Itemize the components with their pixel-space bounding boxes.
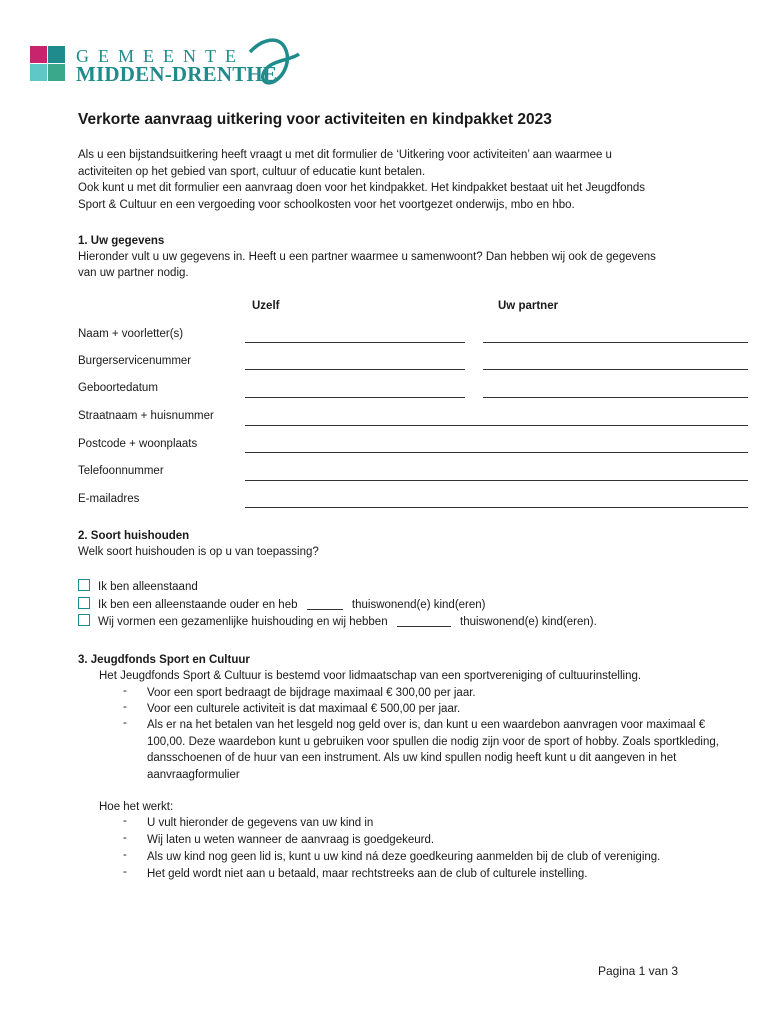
bullet-cultuur: Voor een culturele activiteit is dat maximaal € 500,00 per jaar. bbox=[147, 703, 461, 715]
logo-square-teal bbox=[48, 46, 65, 63]
logo-swirl-icon bbox=[245, 30, 305, 90]
section2-heading: 2. Soort huishouden bbox=[78, 530, 190, 542]
section1-text-line-1: Hieronder vult u uw gegevens in. Heeft u een partner waarmee u samenwoont? Dan hebben wij ook de gegevens bbox=[78, 251, 656, 263]
label-geboortedatum: Geboortedatum bbox=[78, 382, 158, 394]
how-item-2: Wij laten u weten wanneer de aanvraag is goedgekeurd. bbox=[147, 834, 435, 846]
label-postcode: Postcode + woonplaats bbox=[78, 438, 198, 450]
option-alleenstaand-label: Ik ben alleenstaand bbox=[98, 581, 198, 593]
section1-heading: 1. Uw gegevens bbox=[78, 235, 165, 247]
input-telefoon[interactable] bbox=[245, 480, 748, 481]
bullet-dash: - bbox=[123, 701, 127, 713]
option-gezamenlijk[interactable] bbox=[78, 614, 597, 628]
option-alleenstaand[interactable] bbox=[78, 579, 198, 593]
intro-line-2: activiteiten op het gebied van sport, cultuur of educatie kunt betalen. bbox=[78, 166, 426, 178]
input-straatnaam[interactable] bbox=[245, 425, 748, 426]
option-gezamenlijk-label: Wij vormen een gezamenlijke huishouding en wij hebben bbox=[98, 616, 388, 628]
input-geboortedatum-partner[interactable] bbox=[483, 397, 748, 398]
column-header-partner: Uw partner bbox=[498, 300, 559, 312]
input-postcode[interactable] bbox=[245, 452, 748, 453]
checkbox-gezamenlijk[interactable] bbox=[78, 614, 90, 626]
bullet-dash: - bbox=[123, 832, 127, 844]
checkbox-alleenstaande-ouder[interactable] bbox=[78, 597, 90, 609]
input-naam-partner[interactable] bbox=[483, 342, 748, 343]
logo-square-green bbox=[48, 64, 65, 81]
option-alleenstaande-ouder[interactable] bbox=[78, 597, 486, 611]
page-title: Verkorte aanvraag uitkering voor activiteiten en kindpakket 2023 bbox=[78, 111, 552, 128]
logo-text-midden-drenthe: MIDDEN-DRENTHE bbox=[76, 62, 278, 86]
input-email[interactable] bbox=[245, 507, 748, 508]
input-bsn-partner[interactable] bbox=[483, 369, 748, 370]
option-alleenstaande-ouder-label: Ik ben een alleenstaande ouder en heb bbox=[98, 599, 298, 611]
input-bsn-self[interactable] bbox=[245, 369, 465, 370]
label-bsn: Burgerservicenummer bbox=[78, 355, 192, 367]
bullet-dash: - bbox=[123, 815, 127, 827]
intro-line-1: Als u een bijstandsuitkering heeft vraagt u met dit formulier de ‘Uitkering voor activiteiten’ aan waarmee u bbox=[78, 149, 612, 161]
input-aantal-kinderen-2[interactable] bbox=[397, 615, 451, 627]
input-aantal-kinderen-1[interactable] bbox=[307, 598, 343, 610]
column-header-self: Uzelf bbox=[252, 300, 280, 312]
how-item-4: Het geld wordt niet aan u betaald, maar rechtstreeks aan de club of culturele instelling. bbox=[147, 868, 588, 880]
bullet-dash: - bbox=[123, 717, 127, 729]
bullet-dash: - bbox=[123, 849, 127, 861]
bullet-dash: - bbox=[123, 685, 127, 697]
bullet-sport: Voor een sport bedraagt de bijdrage maximaal € 300,00 per jaar. bbox=[147, 687, 476, 699]
logo-square-magenta bbox=[30, 46, 47, 63]
page-number: Pagina 1 van 3 bbox=[597, 964, 678, 978]
input-naam-self[interactable] bbox=[245, 342, 465, 343]
option-gezamenlijk-suffix: thuiswonend(e) kind(eren). bbox=[460, 616, 597, 628]
logo-square-lightteal bbox=[30, 64, 47, 81]
bullet-waardebon: Als er na het betalen van het lesgeld nog geld over is, dan kunt u een waardebon aanvragen voor maximaal € 100,00. Deze waardebon kunt u gebruiken voor spullen die nodig zijn voor de sport of hobby. Zoals sportkleding, dansschoenen of de huur van een instrument. Als uw kind spullen nodig heeft kunt u dit aangeven in het aanvraagformulier bbox=[147, 719, 719, 781]
intro-line-4: Sport & Cultuur en een vergoeding voor schoolkosten voor het voortgezet onderwijs, mbo en hbo. bbox=[78, 199, 575, 211]
section1-text-line-2: van uw partner nodig. bbox=[78, 267, 189, 279]
input-geboortedatum-self[interactable] bbox=[245, 397, 465, 398]
bullet-dash: - bbox=[123, 866, 127, 878]
option-alleenstaande-ouder-suffix: thuiswonend(e) kind(eren) bbox=[351, 599, 486, 611]
label-straatnaam: Straatnaam + huisnummer bbox=[78, 410, 214, 422]
label-naam: Naam + voorletter(s) bbox=[78, 328, 184, 340]
section3-heading: 3. Jeugdfonds Sport en Cultuur bbox=[78, 654, 250, 666]
section2-question: Welk soort huishouden is op u van toepassing? bbox=[78, 546, 319, 558]
intro-line-3: Ook kunt u met dit formulier een aanvraag doen voor het kindpakket. Het kindpakket bestaat uit het Jeugdfonds bbox=[78, 182, 646, 194]
label-telefoon: Telefoonnummer bbox=[78, 465, 164, 477]
logo-text-gemeente: GEMEENTE bbox=[76, 46, 245, 66]
checkbox-alleenstaand[interactable] bbox=[78, 579, 90, 591]
section3-intro: Het Jeugdfonds Sport & Cultuur is bestemd voor lidmaatschap van een sportvereniging of cultuurinstelling. bbox=[99, 670, 642, 682]
label-email: E-mailadres bbox=[78, 493, 140, 505]
how-item-1: U vult hieronder de gegevens van uw kind in bbox=[147, 817, 374, 829]
how-item-3: Als uw kind nog geen lid is, kunt u uw kind ná deze goedkeuring aanmelden bij de club of vereniging. bbox=[147, 851, 661, 863]
how-heading: Hoe het werkt: bbox=[99, 801, 174, 813]
